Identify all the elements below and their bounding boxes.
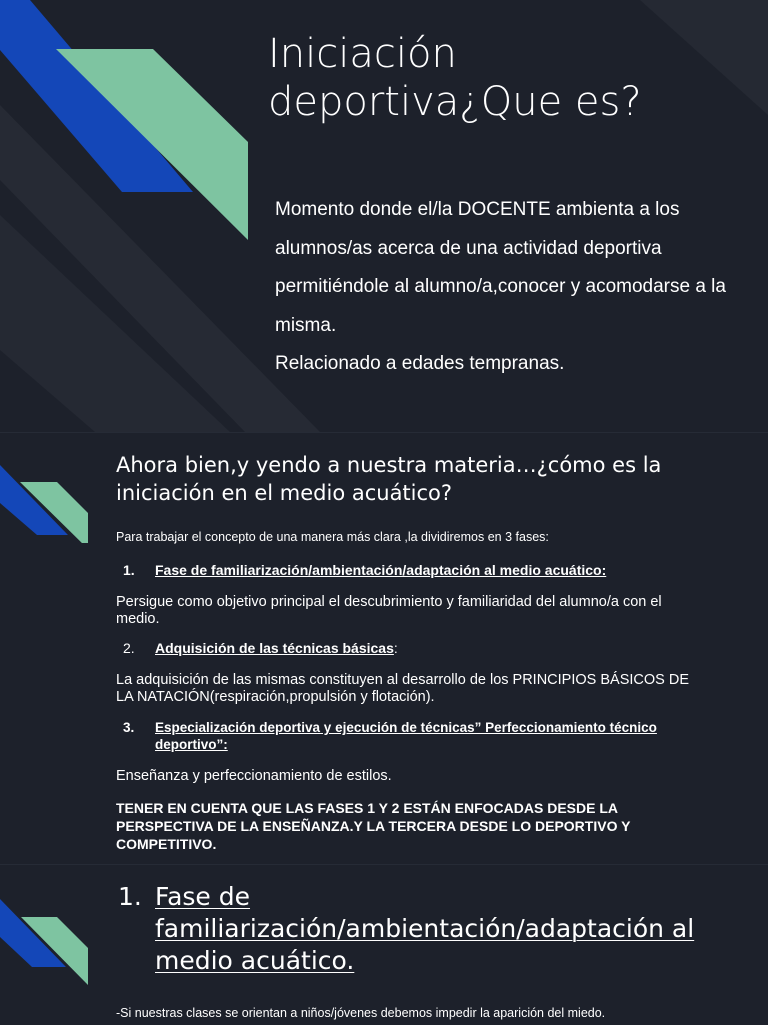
- definition-paragraph: Momento donde el/la DOCENTE ambienta a los alumnos/as acerca de una actividad deportiva permitiéndole al alumno/a,conocer y acomodarse a la misma.: [275, 199, 726, 336]
- phase-heading-colon: :: [393, 640, 398, 656]
- section-title: Ahora bien,y yendo a nuestra materia…¿cómo es la iniciación en el medio acuático?: [116, 453, 662, 505]
- definition-text: [275, 191, 755, 384]
- decorative-stripes: [0, 865, 120, 995]
- slide-title: Iniciación deportiva¿Que es?: [268, 31, 642, 125]
- phase-description: Persigue como objetivo principal el descubrimiento y familiaridad del alumno/a con el medio.: [116, 594, 662, 627]
- phase-heading: Fase de familiarización/ambientación/adaptación al medio acuático:: [155, 562, 607, 578]
- phase-item: [116, 719, 696, 753]
- phase-title-text: Fase de familiarización/ambientación/adaptación al medio acuático.: [155, 882, 695, 975]
- phase-number: 2.: [123, 640, 135, 656]
- decorative-stripes: [0, 433, 120, 543]
- phase-item: [116, 640, 696, 657]
- phase-number: 3.: [123, 720, 135, 735]
- phases-content: [116, 529, 696, 853]
- phase-text: -Si nuestras clases se orientan a niños/jóvenes debemos impedir la aparición del miedo.: [116, 1006, 606, 1020]
- intro-text: Para trabajar el concepto de una manera más clara ,la dividiremos en 3 fases:: [116, 530, 549, 544]
- phase-title: [118, 881, 718, 977]
- important-note: TENER EN CUENTA QUE LAS FASES 1 Y 2 ESTÁN ENFOCADAS DESDE LA PERSPECTIVA DE LA ENSEÑANZA.Y LA TERCERA DESDE LO DEPORTIVO Y COMPETITIVO.: [116, 800, 631, 852]
- phase-description: Enseñanza y perfeccionamiento de estilos.: [116, 768, 392, 784]
- phase-number: 1.: [123, 562, 135, 578]
- phase-title-number: 1.: [118, 882, 142, 911]
- slide-phases: [0, 432, 768, 865]
- phase-description: La adquisición de las mismas constituyen al desarrollo de los PRINCIPIOS BÁSICOS DE LA NATACIÓN(respiración,propulsión y flotación).: [116, 672, 689, 705]
- definition-paragraph: Relacionado a edades tempranas.: [275, 353, 565, 374]
- phase-item: [116, 562, 696, 579]
- slide-definition: [0, 0, 768, 432]
- phase-heading: Adquisición de las técnicas básicas: [155, 640, 394, 656]
- phase-heading: Especialización deportiva y ejecución de técnicas” Perfeccionamiento técnico deportivo”:: [155, 720, 657, 752]
- slide-phase-one: [0, 864, 768, 1025]
